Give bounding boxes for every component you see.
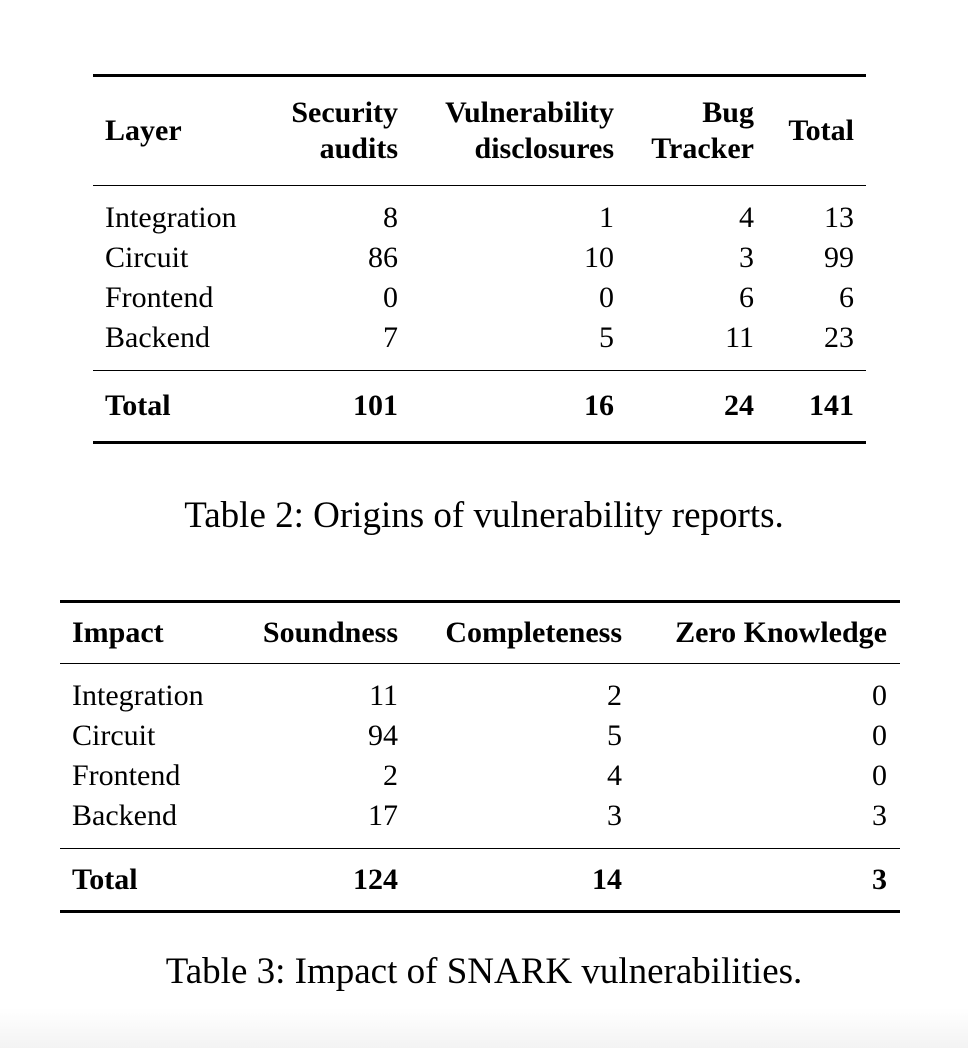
total-value: 124 (353, 862, 398, 896)
cell-value: 17 (368, 799, 398, 832)
total-value: 16 (584, 389, 614, 422)
column-header (240, 602, 408, 664)
row-label: Circuit (105, 241, 189, 274)
cell-value: 11 (725, 321, 754, 354)
row-label: Backend (105, 321, 210, 354)
cell-value: 5 (599, 321, 614, 354)
column-header (408, 76, 624, 186)
table-row (60, 676, 900, 716)
row-label: Integration (105, 201, 237, 234)
cell-value: 4 (607, 759, 622, 792)
total-label: Total (72, 862, 138, 896)
table-row (93, 198, 866, 238)
column-header-line: Bug (702, 96, 754, 129)
cell-value: 3 (739, 241, 754, 274)
cell-value: 0 (872, 679, 887, 712)
cell-value: 0 (872, 759, 887, 792)
column-header (624, 76, 764, 186)
column-header-line: audits (319, 132, 398, 165)
cell-value: 4 (739, 201, 754, 234)
column-header-line: Vulnerability (445, 96, 614, 129)
total-label: Total (105, 389, 171, 422)
row-label: Integration (72, 679, 204, 712)
table-row (93, 318, 866, 358)
cell-value: 1 (599, 201, 614, 234)
total-row (93, 371, 866, 443)
row-label: Frontend (72, 759, 181, 792)
total-value: 24 (724, 389, 754, 422)
cell-value: 3 (607, 799, 622, 832)
table-2-caption: Table 2: Origins of vulnerability reports. (184, 495, 784, 536)
column-header (270, 76, 408, 186)
total-value: 3 (872, 862, 887, 896)
cell-value: 2 (383, 759, 398, 792)
table-row (60, 796, 900, 836)
row-label: Backend (72, 799, 177, 832)
cell-value: 94 (368, 719, 398, 752)
column-header (93, 76, 270, 186)
header-row (60, 602, 900, 664)
cell-value: 11 (369, 679, 398, 712)
total-value: 14 (592, 862, 622, 896)
cell-value: 6 (839, 281, 854, 314)
table-row (93, 278, 866, 318)
cell-value: 10 (584, 241, 614, 274)
column-header-line: Impact (72, 616, 164, 649)
cell-value: 23 (824, 321, 854, 354)
column-header-line: Total (788, 114, 854, 147)
total-value: 141 (809, 389, 854, 422)
cell-value: 3 (872, 799, 887, 832)
table-row (60, 756, 900, 796)
row-label: Frontend (105, 281, 214, 314)
cell-value: 5 (607, 719, 622, 752)
column-header-line: Layer (105, 114, 182, 147)
cell-value: 6 (739, 281, 754, 314)
table-row (93, 238, 866, 278)
column-header-line: Tracker (651, 132, 754, 165)
impact-table (60, 600, 900, 913)
total-value: 101 (353, 389, 398, 422)
column-header (764, 76, 866, 186)
origins-table (93, 74, 866, 444)
column-header-line: Zero Knowledge (675, 616, 887, 649)
cell-value: 0 (872, 719, 887, 752)
total-row (60, 849, 900, 912)
header-row (93, 76, 866, 186)
cell-value: 0 (599, 281, 614, 314)
cell-value: 7 (383, 321, 398, 354)
column-header (632, 602, 900, 664)
column-header-line: Security (291, 96, 398, 129)
column-header-line: disclosures (474, 132, 614, 165)
cell-value: 13 (824, 201, 854, 234)
table-3-caption: Table 3: Impact of SNARK vulnerabilities. (165, 951, 803, 992)
cell-value: 86 (368, 241, 398, 274)
row-label: Circuit (72, 719, 156, 752)
column-header-line: Soundness (262, 616, 398, 649)
cell-value: 0 (383, 281, 398, 314)
column-header (60, 602, 240, 664)
cell-value: 2 (607, 679, 622, 712)
page-bottom-edge (0, 1008, 968, 1048)
cell-value: 8 (383, 201, 398, 234)
column-header-line: Completeness (445, 616, 622, 649)
table-row (60, 716, 900, 756)
cell-value: 99 (824, 241, 854, 274)
column-header (408, 602, 632, 664)
